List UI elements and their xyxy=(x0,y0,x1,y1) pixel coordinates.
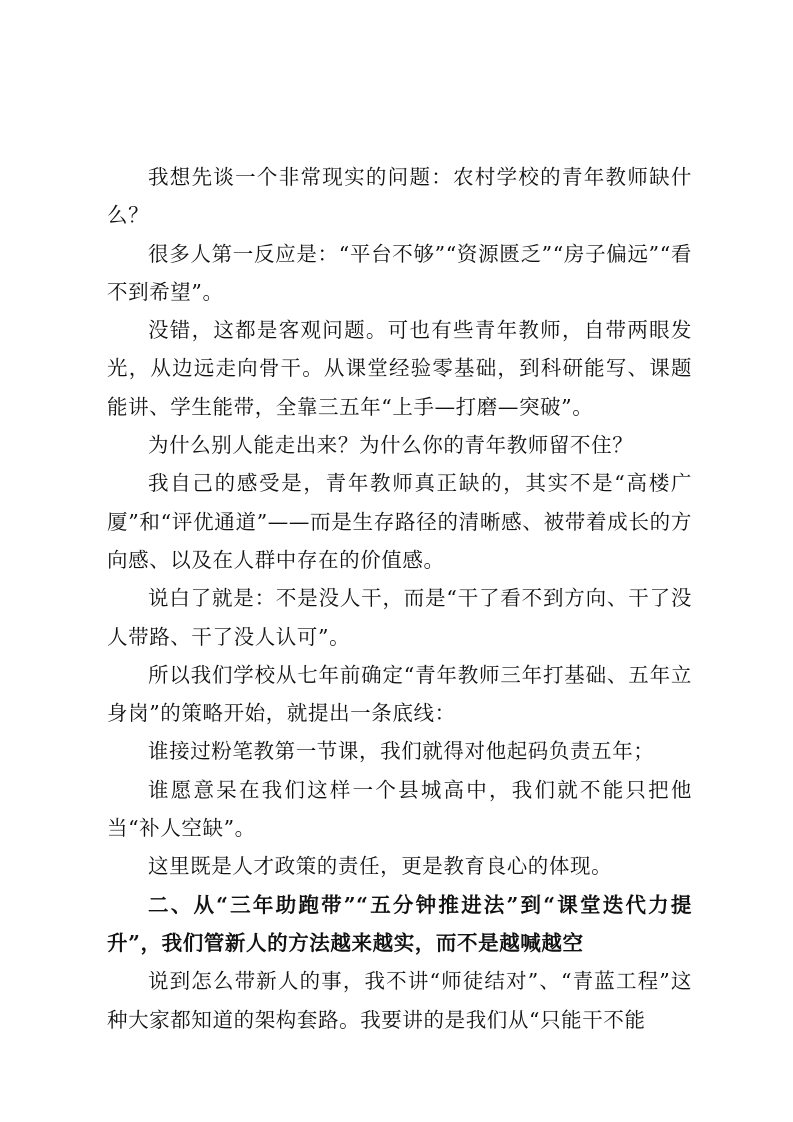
section-heading: 二、从“三年助跑带”“五分钟推进法”到“课堂迭代力提升”，我们管新人的方法越来越实，而不是越喊越空 xyxy=(107,892,692,955)
paragraph: 说白了就是：不是没人干，而是“干了看不到方向、干了没人带路、干了没人认可”。 xyxy=(107,586,692,649)
paragraph: 为什么别人能走出来？为什么你的青年教师留不住？ xyxy=(148,433,634,458)
paragraph: 这里既是人才政策的责任，更是教育良心的体现。 xyxy=(148,854,613,879)
paragraph: 我自己的感受是，青年教师真正缺的，其实不是“高楼广厦”和“评优通道”——而是生存路径的清晰感、被带着成长的方向感、以及在人群中存在的价值感。 xyxy=(107,471,692,572)
paragraph: 谁愿意呆在我们这样一个县城高中，我们就不能只把他当“补人空缺”。 xyxy=(107,777,692,841)
paragraph: 很多人第一反应是：“平台不够”“资源匮乏”“房子偏远”“看不到希望”。 xyxy=(107,241,692,304)
paragraph: 谁接过粉笔教第一节课，我们就得对他起码负责五年； xyxy=(148,739,655,764)
paragraph: 说到怎么带新人的事，我不讲“师徒结对”、“青蓝工程”这种大家都知道的架构套路。我要讲的是我们从“只能干不能 xyxy=(107,969,692,1032)
paragraph: 所以我们学校从七年前确定“青年教师三年打基础、五年立身岗”的策略开始，就提出一条底线： xyxy=(107,662,692,726)
document-body xyxy=(107,158,692,1039)
paragraph: 我想先谈一个非常现实的问题：农村学校的青年教师缺什么？ xyxy=(107,165,692,228)
paragraph: 没错，这都是客观问题。可也有些青年教师，自带两眼发光，从边远走向骨干。从课堂经验零基础，到科研能写、课题能讲、学生能带，全靠三五年“上手—打磨—突破”。 xyxy=(107,318,692,419)
